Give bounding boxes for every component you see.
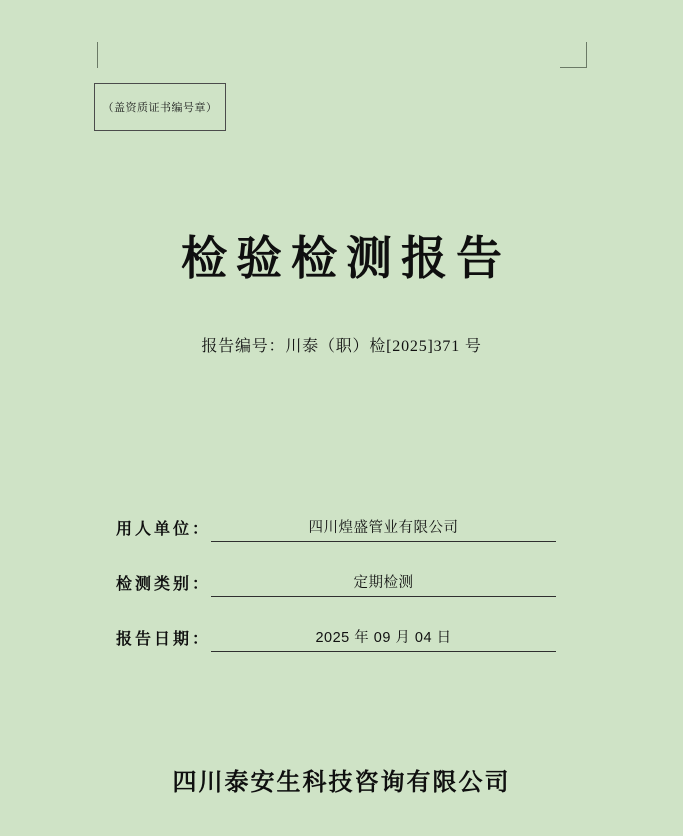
field-label-employer: 用人单位：	[116, 521, 212, 538]
field-row-test-category	[0, 571, 683, 597]
crop-mark-vertical-line	[586, 42, 587, 68]
issuing-company-name: 四川泰安生科技咨询有限公司	[172, 770, 511, 796]
field-label-test-category: 检测类别：	[116, 576, 212, 593]
crop-mark-horizontal-line	[560, 67, 586, 68]
field-value-report-date: 2025 年 09 月 04 日	[211, 626, 556, 652]
field-list	[0, 516, 683, 681]
field-row-employer	[0, 516, 683, 542]
report-number: 报告编号：川泰（职）检[2025]371 号	[201, 338, 482, 355]
field-row-report-date	[0, 626, 683, 652]
crop-mark-vertical-line	[97, 42, 98, 68]
field-value-employer: 四川煌盛管业有限公司	[211, 516, 556, 542]
qualification-seal-note: （盖资质证书编号章）	[102, 102, 218, 114]
qualification-seal-box	[94, 83, 226, 131]
page-title: 检验检测报告	[181, 233, 511, 284]
field-label-report-date: 报告日期：	[116, 631, 212, 648]
field-value-test-category: 定期检测	[211, 571, 556, 597]
